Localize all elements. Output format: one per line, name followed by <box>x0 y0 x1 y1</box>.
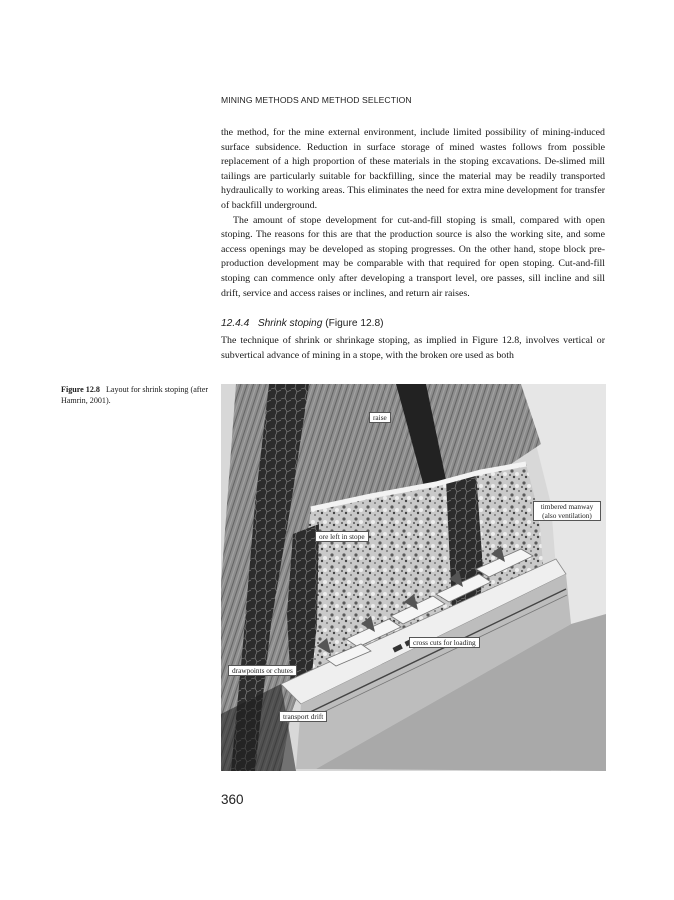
body-text-top <box>221 126 605 301</box>
label-timbered-manway: timbered manway (also ventilation) <box>533 501 601 521</box>
paragraph-2: The amount of stope development for cut-and-fill stoping is small, compared with open stoping. The reasons for this are that the production source is also the working site, and some access openings may be developed as stoping progresses. On the other hand, stope block pre-production development may be comparable with that required for open stoping. Cut-and-fill stoping can commence only after developing a transport level, ore passes, sill incline and sill drift, service and access raises or inclines, and return air raises. <box>221 214 605 299</box>
label-drawpoints: drawpoints or chutes <box>228 665 297 676</box>
body-text-section <box>221 334 605 363</box>
paragraph-1: the method, for the mine external environment, include limited possibility of mining-induced surface subsidence. Reduction in surface storage of mined wastes follows from possible replacement of a high proportion of these materials in the stoping excavations. De-slimed mill tailings are particularly suitable for backfilling, since the material may be readily transported hydraulically to working areas. This eliminates the need for extra mine development for transfer of backfill underground. <box>221 127 605 211</box>
section-title: Shrink stoping <box>257 318 323 329</box>
page-number: 360 <box>221 792 244 807</box>
label-raise: raise <box>369 412 391 423</box>
section-figure-ref: (Figure 12.8) <box>325 318 384 329</box>
section-heading <box>221 318 384 329</box>
shrink-stoping-figure <box>221 384 606 771</box>
figure-caption <box>61 384 211 406</box>
section-number: 12.4.4 <box>221 318 250 329</box>
figure-caption-text: Layout for shrink stoping (after Hamrin, 2001). <box>61 385 209 405</box>
label-cross-cuts: cross cuts for loading <box>409 637 480 648</box>
label-transport-drift: transport drift <box>279 711 327 722</box>
figure-caption-label: Figure 12.8 <box>61 385 100 394</box>
paragraph-3: The technique of shrink or shrinkage stoping, as implied in Figure 12.8, involves vertical or subvertical advance of mining in a stope, with the broken ore used as both <box>221 335 605 361</box>
running-head: MINING METHODS AND METHOD SELECTION <box>221 95 412 105</box>
label-ore-left-in-stope: ore left in stope <box>315 531 369 542</box>
